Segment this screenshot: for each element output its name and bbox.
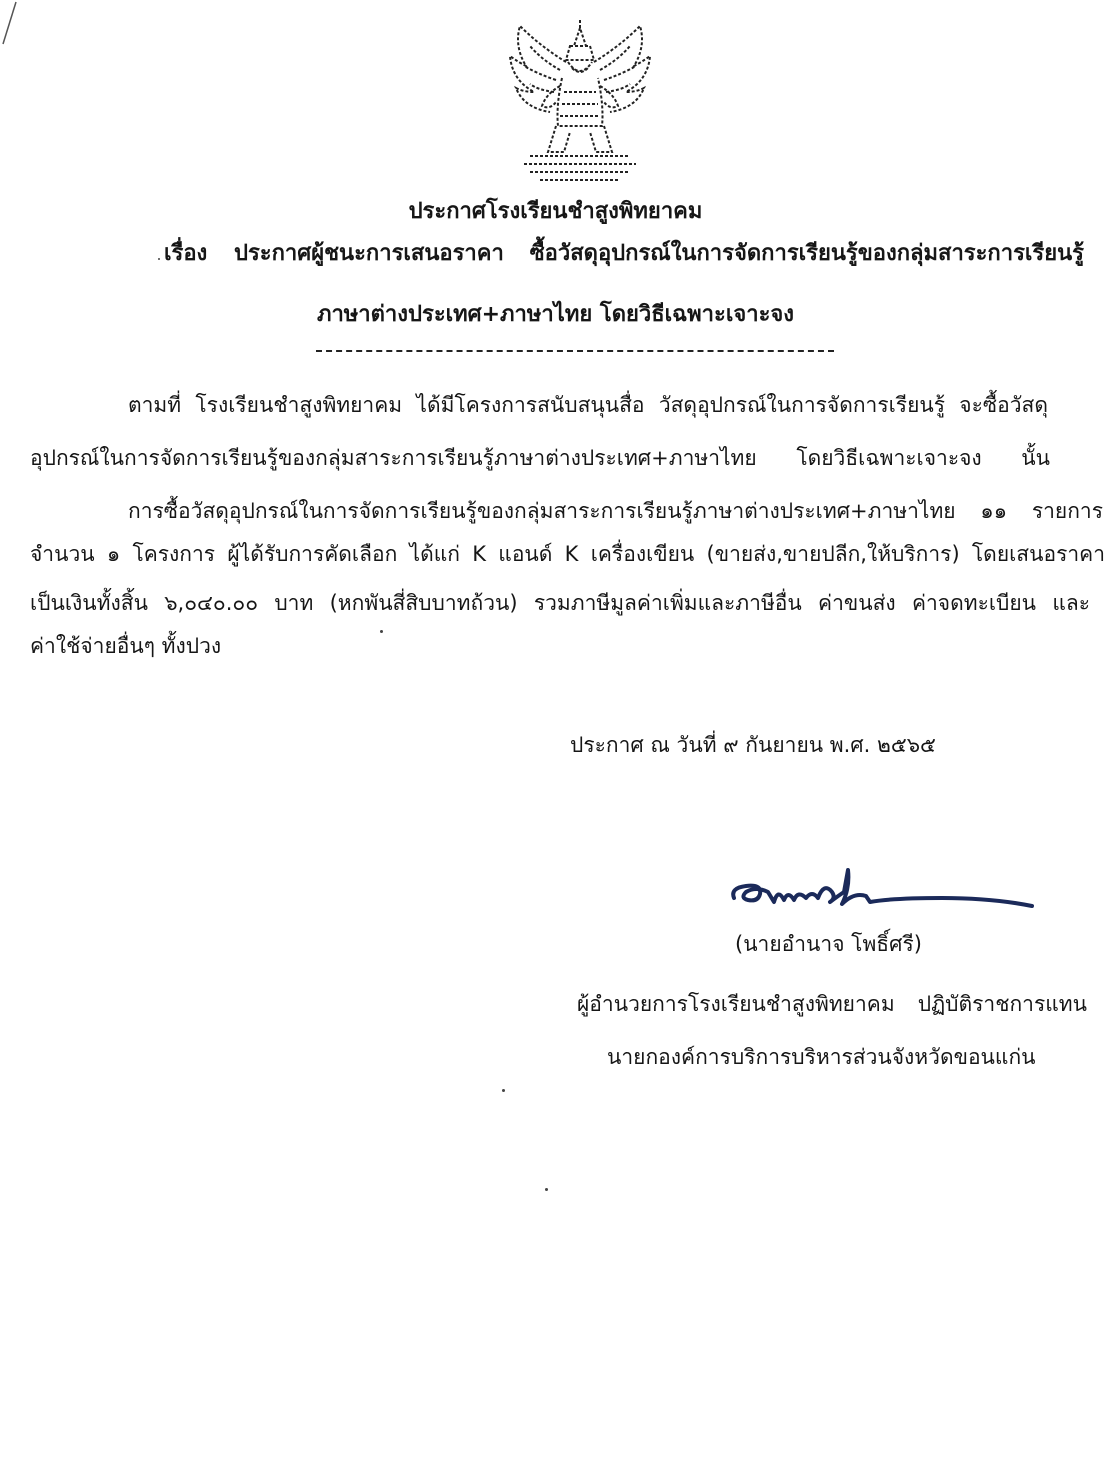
body-line-6: ค่าใช้จ่ายอื่นๆ ทั้งปวง xyxy=(30,634,222,658)
announcement-title: ประกาศโรงเรียนชำสูงพิทยาคม xyxy=(408,199,703,224)
signer-name: (นายอำนาจ โพธิ์ศรี) xyxy=(735,932,922,956)
scan-speck xyxy=(158,258,160,260)
body-line-4: จำนวน ๑ โครงการ ผู้ได้รับการคัดเลือก ได้แก่ K แอนด์ K เครื่องเขียน (ขายส่ง,ขายปลีก,ให้บริการ) โดยเสนอราคา xyxy=(30,542,1105,566)
signer-position-line-1: ผู้อำนวยการโรงเรียนชำสูงพิทยาคม ปฏิบัติราชการแทน xyxy=(577,992,1087,1016)
body-line-2: อุปกรณ์ในการจัดการเรียนรู้ของกลุ่มสาระการเรียนรู้ภาษาต่างประเทศ+ภาษาไทย โดยวิธีเฉพาะเจาะจง นั้น xyxy=(30,446,1050,470)
subject-line-2: ภาษาต่างประเทศ+ภาษาไทย โดยวิธีเฉพาะเจาะจง xyxy=(316,302,795,327)
signer-position-line-2: นายกองค์การบริการบริหารส่วนจังหวัดขอนแก่น xyxy=(607,1045,1036,1069)
body-line-1: ตามที่ โรงเรียนชำสูงพิทยาคม ได้มีโครงการสนับสนุนสื่อ วัสดุอุปกรณ์ในการจัดการเรียนรู้ จะซื้อวัสดุ xyxy=(128,393,1048,417)
subject-line-1: ประกาศผู้ชนะการเสนอราคา ซื้อวัสดุอุปกรณ์ในการจัดการเรียนรู้ของกลุ่มสาระการเรียนรู้ xyxy=(234,241,1084,266)
scan-edge-mark xyxy=(0,0,30,50)
scan-speck xyxy=(545,1188,548,1191)
body-line-3: การซื้อวัสดุอุปกรณ์ในการจัดการเรียนรู้ของกลุ่มสาระการเรียนรู้ภาษาต่างประเทศ+ภาษาไทย ๑๑ รายการ xyxy=(128,499,1103,523)
body-line-5: เป็นเงินทั้งสิ้น ๖,๐๔๐.๐๐ บาท (หกพันสี่สิบบาทถ้วน) รวมภาษีมูลค่าเพิ่มและภาษีอื่น ค่าขนส่ง ค่าจดทะเบียน และ xyxy=(30,591,1090,615)
separator-dashed-line xyxy=(316,350,834,352)
scan-speck xyxy=(380,630,383,633)
subject-label: เรื่อง xyxy=(164,241,208,266)
garuda-emblem-icon xyxy=(490,6,670,186)
scan-speck xyxy=(502,1089,505,1092)
handwritten-signature xyxy=(722,862,1042,922)
announcement-date: ประกาศ ณ วันที่ ๙ กันยายน พ.ศ. ๒๕๖๕ xyxy=(570,733,936,757)
